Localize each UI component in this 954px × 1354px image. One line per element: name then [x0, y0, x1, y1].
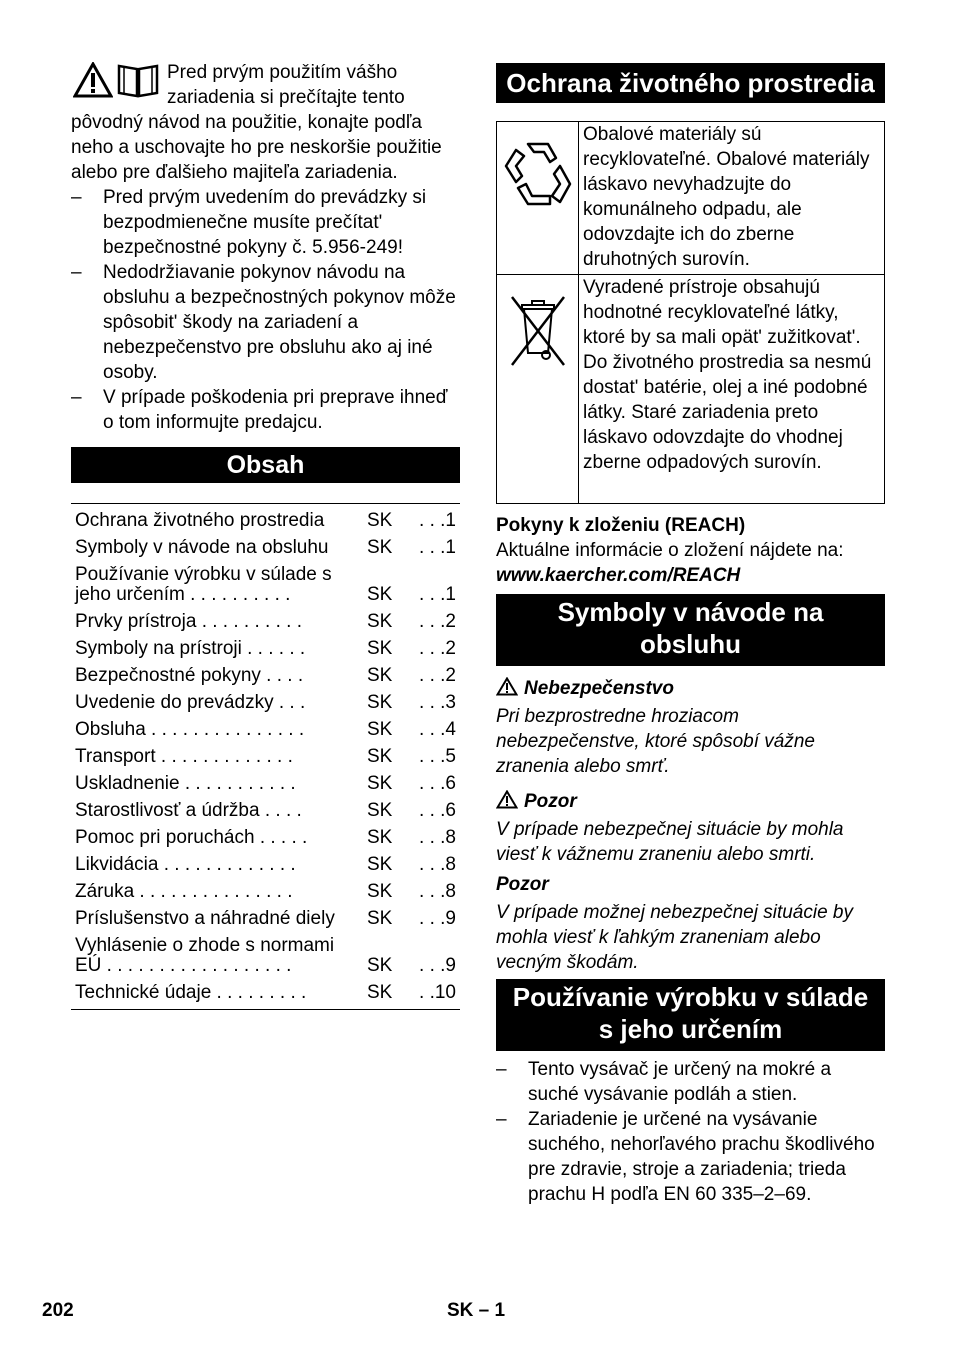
toc-row[interactable] [71, 565, 460, 605]
toc-row[interactable] [71, 801, 460, 821]
weee-cell [497, 275, 579, 504]
symbols-heading [496, 594, 885, 666]
danger-text: Pri bezprostredne hroziacom nebezpečenstve, ktoré spôsobí vážne zranenia alebo smrť. [496, 706, 815, 777]
caution-text: V prípade možnej nebezpečnej situácie by mohla viesť k ľahkým zraneniam alebo vecným škodám. [496, 902, 854, 973]
symbols-heading-line: obsluhu [639, 629, 742, 659]
intro-bullet: – Pred prvým uvedením do prevádzky si bezpodmienečne musíte prečítat' bezpečnostné pokyny č. 5.956-249! [71, 185, 460, 260]
reach-link[interactable]: www.kaercher.com/REACH [496, 565, 741, 586]
intro-section [71, 60, 460, 435]
devices-text: Vyradené prístroje obsahujú hodnotné recyklovateľné látky, ktoré by sa mali opät' zužitkovat'. Do životného prostredia sa nesmú dostat' batérie, olej a iné podobné látky. Staré zariadenia preto láskavo odovzdajte do vhodnej zberne odpadových surovín. [579, 275, 885, 504]
toc-row[interactable] [71, 538, 460, 558]
env-table [496, 121, 885, 504]
intro-text: Pred prvým použitím vášho zariadenia si prečítajte tento pôvodný návod na použitie, konajte podľa neho a uschovajte ho pre neskoršie použitie alebo pre ďalšieho majiteľa zariadenia. [71, 62, 442, 183]
warning-triangle-icon [73, 62, 113, 98]
toc-title: Používanie výrobku v súlade s jeho určením . . . . . . . . . . [75, 564, 332, 605]
toc-title: Ochrana životného prostredia [75, 510, 325, 531]
toc-heading: Obsah [71, 447, 460, 483]
intro-bullet-list [71, 185, 460, 435]
toc-page: . . .1 [419, 537, 456, 558]
toc-row[interactable] [71, 983, 460, 1003]
warning-text: V prípade nebezpečnej situácie by mohla viesť k vážnemu zraneniu alebo smrti. [496, 819, 844, 865]
toc-lang: SK [367, 584, 393, 605]
toc-page: . . .1 [419, 510, 456, 531]
toc-title: Symboly na prístroji . . . . . . [75, 638, 306, 659]
warning-label: Pozor [524, 791, 577, 812]
toc-row[interactable] [71, 936, 460, 976]
toc-page: . . .8 [419, 827, 456, 848]
toc-row[interactable] [71, 774, 460, 794]
danger-label: Nebezpečenstvo [524, 678, 674, 699]
toc-title: Vyhlásenie o zhode s normami EÚ . . . . . . . . . . . . . . . . . . [75, 935, 335, 976]
toc-page: . . .8 [419, 881, 456, 902]
toc-lang: SK [367, 773, 393, 794]
packaging-text: Obalové materiály sú recyklovateľné. Obalové materiály láskavo nevyhadzujte do komunálneho odpadu, ale odovzdajte ich do zberne druhotných surovín. [579, 122, 885, 275]
toc-page: . . .2 [419, 638, 456, 659]
toc-title: Bezpečnostné pokyny . . . . [75, 665, 304, 686]
toc-page: . . .2 [419, 611, 456, 632]
toc-page: . . .6 [419, 800, 456, 821]
toc-row[interactable] [71, 612, 460, 632]
toc-page: . .10 [419, 982, 456, 1003]
usage-bullet-list [496, 1057, 885, 1207]
toc-title: Symboly v návode na obsluhu [75, 537, 329, 558]
recycle-icon [500, 136, 576, 212]
toc-row[interactable] [71, 666, 460, 686]
reach-section [496, 513, 885, 588]
toc-title: Prvky prístroja . . . . . . . . . . [75, 611, 302, 632]
toc-title: Obsluha . . . . . . . . . . . . . . . [75, 719, 305, 740]
usage-bullet: – Zariadenie je určené na vysávanie suchého, nehorľavého prachu škodlivého pre zdravie, stroje a zariadenia; trieda prachu H podľa EN 60 335–2–69. [496, 1107, 885, 1207]
usage-heading-line: s jeho určením [598, 1014, 783, 1044]
toc-title: Pomoc pri poruchách . . . . . [75, 827, 308, 848]
env-heading: Ochrana životného prostredia [496, 63, 885, 103]
reach-heading: Pokyny k zloženiu (REACH) [496, 515, 746, 536]
usage-bullet: – Tento vysávač je určený na mokré a suché vysávanie podláh a stien. [496, 1057, 885, 1107]
toc-lang: SK [367, 881, 393, 902]
warning-triangle-icon [496, 677, 518, 696]
toc-lang: SK [367, 955, 393, 976]
toc-lang: SK [367, 854, 393, 875]
warning-triangle-icon [496, 790, 518, 809]
page-number: 202 [42, 1300, 74, 1321]
toc-row[interactable] [71, 511, 460, 531]
toc-lang: SK [367, 827, 393, 848]
toc-page: . . .5 [419, 746, 456, 767]
toc-lang: SK [367, 800, 393, 821]
crossed-bin-icon [506, 291, 570, 371]
toc-title: Transport . . . . . . . . . . . . . [75, 746, 293, 767]
toc-title: Uvedenie do prevádzky . . . [75, 692, 306, 713]
intro-bullet: – V prípade poškodenia pri preprave ihneď o tom informujte predajcu. [71, 385, 460, 435]
toc-page: . . .9 [419, 908, 456, 929]
toc-lang: SK [367, 746, 393, 767]
caution-label: Pozor [496, 874, 549, 895]
toc-page: . . .1 [419, 584, 456, 605]
toc-title: Uskladnenie . . . . . . . . . . . [75, 773, 296, 794]
manual-book-icon [117, 62, 159, 98]
toc-page: . . .8 [419, 854, 456, 875]
toc-lang: SK [367, 982, 393, 1003]
toc-row[interactable] [71, 855, 460, 875]
toc-lang: SK [367, 537, 393, 558]
toc-page: . . .2 [419, 665, 456, 686]
symbols-heading-line: Symboly v návode na [557, 597, 824, 627]
danger-label-row [496, 676, 885, 701]
toc-row[interactable] [71, 909, 460, 929]
toc-title: Príslušenstvo a náhradné diely [75, 908, 335, 929]
intro-bullet: – Nedodržiavanie pokynov návodu na obsluhu a bezpečnostných pokynov môže spôsobit' škody na zariadení a nebezpečenstvo pre obsluhu ako aj iné osoby. [71, 260, 460, 385]
table-row [497, 275, 885, 504]
toc-lang: SK [367, 510, 393, 531]
usage-heading-line: Používanie výrobku v súlade [512, 982, 869, 1012]
usage-heading [496, 979, 885, 1051]
toc-title: Záruka . . . . . . . . . . . . . . . [75, 881, 293, 902]
symbols-section [496, 676, 885, 975]
toc-lang: SK [367, 692, 393, 713]
toc-lang: SK [367, 665, 393, 686]
toc-row[interactable] [71, 882, 460, 902]
toc-row[interactable] [71, 720, 460, 740]
section-label: SK – 1 [447, 1300, 506, 1321]
toc-title: Likvidácia . . . . . . . . . . . . . [75, 854, 296, 875]
toc-lang: SK [367, 908, 393, 929]
toc-page: . . .6 [419, 773, 456, 794]
table-row [497, 122, 885, 275]
toc-row[interactable] [71, 639, 460, 659]
toc-row[interactable] [71, 693, 460, 713]
table-of-contents [71, 503, 460, 1010]
intro-icons [73, 62, 159, 98]
toc-page: . . .4 [419, 719, 456, 740]
toc-lang: SK [367, 611, 393, 632]
toc-row[interactable] [71, 828, 460, 848]
toc-page: . . .9 [419, 955, 456, 976]
toc-lang: SK [367, 719, 393, 740]
toc-page: . . .3 [419, 692, 456, 713]
toc-row[interactable] [71, 747, 460, 767]
recycle-cell [497, 122, 579, 275]
reach-text: Aktuálne informácie o zložení nájdete na: [496, 540, 844, 561]
toc-title: Starostlivosť a údržba . . . . [75, 800, 302, 821]
toc-lang: SK [367, 638, 393, 659]
warning-label-row [496, 789, 885, 814]
toc-title: Technické údaje . . . . . . . . . [75, 982, 307, 1003]
